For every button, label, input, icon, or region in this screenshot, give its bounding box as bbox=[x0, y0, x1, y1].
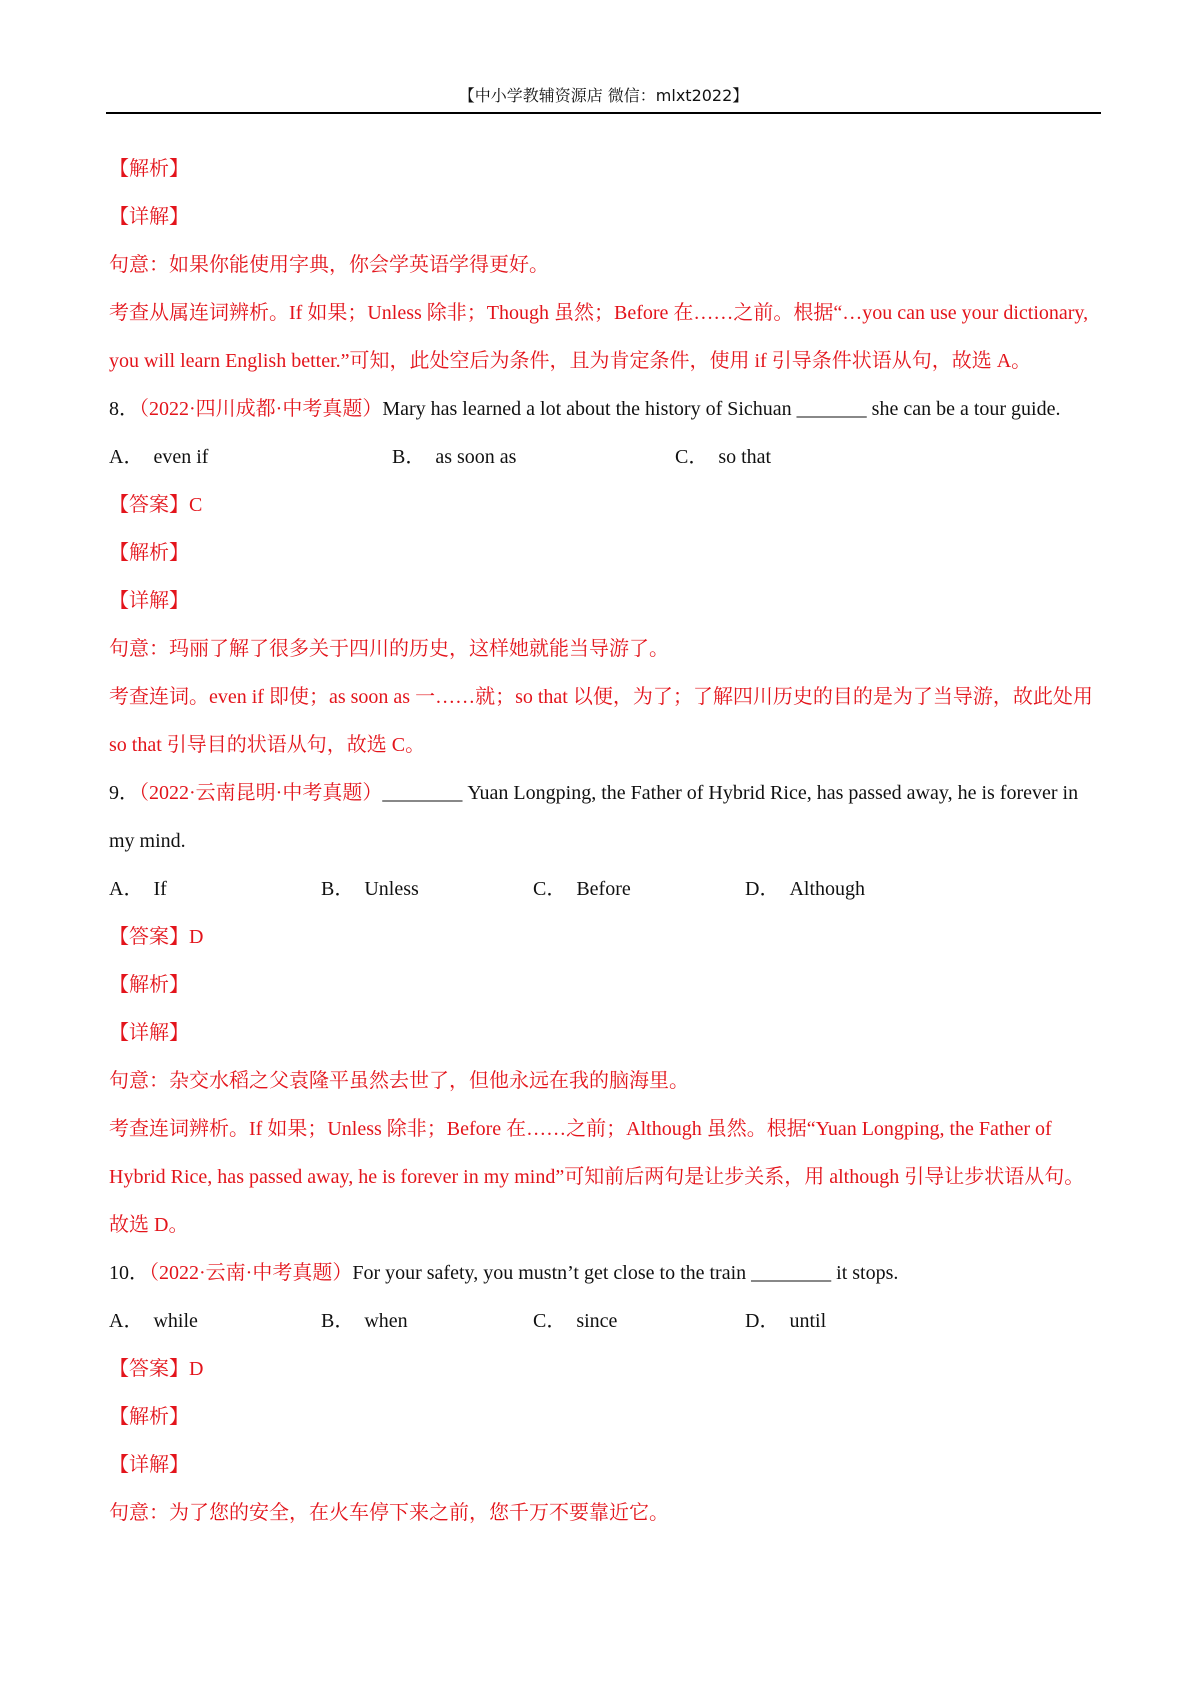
q10-option-b: B． when bbox=[321, 1310, 408, 1332]
q9-option-c: C． Before bbox=[533, 878, 631, 900]
q10-xiangjie-label: 【详解】 bbox=[109, 1454, 189, 1476]
q8-option-b: B． as soon as bbox=[392, 446, 517, 468]
q9-option-d: D． Although bbox=[745, 878, 866, 900]
q8-source: （2022·四川成都·中考真题） bbox=[139, 398, 383, 420]
q9-option-b: B． Unless bbox=[321, 878, 419, 900]
q8-jiexi-label: 【解析】 bbox=[109, 542, 189, 564]
q9-jiexi-label: 【解析】 bbox=[109, 974, 189, 996]
q9-xiangjie-label: 【详解】 bbox=[109, 1022, 189, 1044]
q7-explanation: 考查从属连词辨析。If 如果；Unless 除非；Though 虽然；Before 在……之前。根据“…you can use your dictionary, you will learn English better.”可知，此处空后为条件，且为肯定条件，使用 if 引导条件状语从句，故选 A。 bbox=[109, 302, 1089, 372]
q9-answer: 【答案】D bbox=[109, 926, 204, 948]
q9-translation: 句意：杂交水稻之父袁隆平虽然去世了，但他永远在我的脑海里。 bbox=[109, 1070, 689, 1092]
q8-option-a: A． even if bbox=[109, 446, 209, 468]
q10-number: 10． bbox=[109, 1262, 149, 1284]
q10-source: （2022·云南·中考真题） bbox=[149, 1262, 353, 1284]
q8-number: 8． bbox=[109, 398, 139, 420]
q10-option-d: D． until bbox=[745, 1310, 827, 1332]
q9-number: 9． bbox=[109, 782, 139, 804]
q9-options bbox=[109, 865, 1101, 913]
q10-option-c: C． since bbox=[533, 1310, 618, 1332]
q7-jiexi-label: 【解析】 bbox=[109, 158, 189, 180]
q8-stem: Mary has learned a lot about the history of Sichuan _______ she can be a tour guide. bbox=[382, 398, 1061, 420]
q8-option-c: C． so that bbox=[675, 446, 772, 468]
q10-translation: 句意：为了您的安全，在火车停下来之前，您千万不要靠近它。 bbox=[109, 1502, 669, 1524]
q8-question bbox=[109, 385, 1101, 433]
q9-question bbox=[109, 769, 1101, 865]
q10-option-a: A． while bbox=[109, 1310, 198, 1332]
document-body bbox=[109, 145, 1101, 1537]
q8-explanation: 考查连词。even if 即使；as soon as 一……就；so that 以便，为了；了解四川历史的目的是为了当导游，故此处用 so that 引导目的状语从句，故选 C。 bbox=[109, 686, 1093, 756]
q8-xiangjie-label: 【详解】 bbox=[109, 590, 189, 612]
q8-translation: 句意：玛丽了解了很多关于四川的历史，这样她就能当导游了。 bbox=[109, 638, 669, 660]
q7-translation: 句意：如果你能使用字典，你会学英语学得更好。 bbox=[109, 254, 549, 276]
q8-answer: 【答案】C bbox=[109, 494, 203, 516]
page-header: 【中小学教辅资源店 微信：mlxt2022】 bbox=[106, 86, 1101, 114]
q9-stem: ________ Yuan Longping, the Father of Hybrid Rice, has passed away, he is forever in my mind. bbox=[109, 782, 1079, 852]
q9-option-a: A． If bbox=[109, 878, 167, 900]
q10-answer: 【答案】D bbox=[109, 1358, 204, 1380]
q9-source: （2022·云南昆明·中考真题） bbox=[139, 782, 383, 804]
q8-options bbox=[109, 433, 1101, 481]
q10-options bbox=[109, 1297, 1101, 1345]
q9-explanation: 考查连词辨析。If 如果；Unless 除非；Before 在……之前；Although 虽然。根据“Yuan Longping, the Father of Hybrid Rice, has passed away, he is forever in my mind”可知前后两句是让步关系，用 although 引导让步状语从句。故选 D。 bbox=[109, 1118, 1085, 1236]
q10-jiexi-label: 【解析】 bbox=[109, 1406, 189, 1428]
q7-xiangjie-label: 【详解】 bbox=[109, 206, 189, 228]
q10-question bbox=[109, 1249, 1101, 1297]
q10-stem: For your safety, you mustn’t get close to the train ________ it stops. bbox=[352, 1262, 899, 1284]
